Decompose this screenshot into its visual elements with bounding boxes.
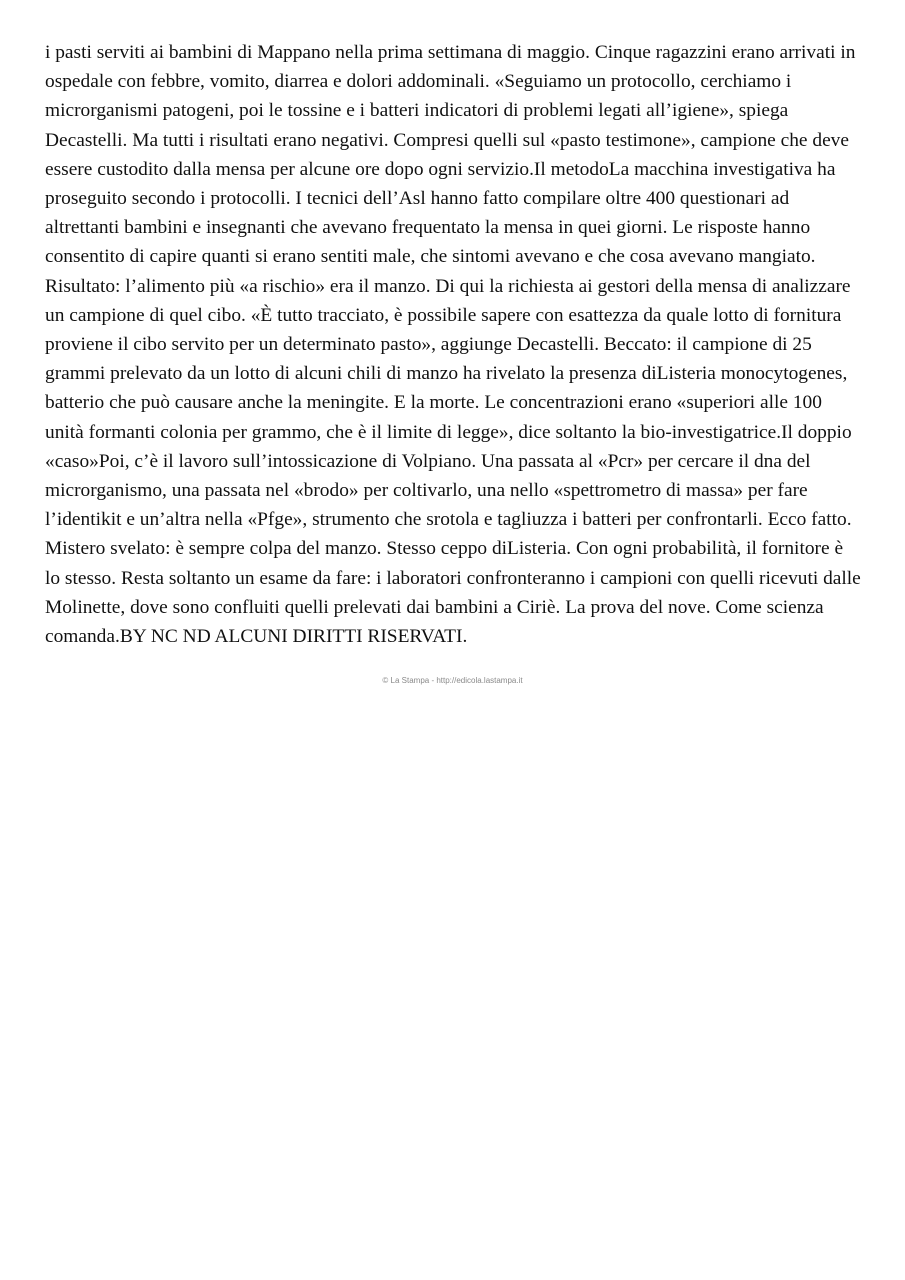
footer-credit: © La Stampa - http://edicola.lastampa.it [382,676,523,685]
article-body-text: i pasti serviti ai bambini di Mappano nella prima settimana di maggio. Cinque ragazzini erano arrivati in ospedale con febbre, vomito, diarrea e dolori addominali. «Seguiamo un protocollo, cerchiamo i microrganismi patogeni, poi le tossine e i batteri indicatori di problemi legati all’igiene», spiega Decastelli. Ma tutti i risultati erano negativi. Compresi quelli sul «pasto testimone», campione che deve essere custodito dalla mensa per alcune ore dopo ogni servizio.Il metodoLa macchina investigativa ha proseguito secondo i protocolli. I tecnici dell’Asl hanno fatto compilare oltre 400 questionari ad altrettanti bambini e insegnanti che avevano frequentato la mensa in quei giorni. Le risposte hanno consentito di capire quanti si erano sentiti male, che sintomi avevano e che cosa avevano mangiato. Risultato: l’alimento più «a rischio» era il manzo. Di qui la richiesta ai gestori della mensa di analizzare un campione di quel cibo. «È tutto tracciato, è possibile sapere con esattezza da quale lotto di fornitura proviene il cibo servito per un determinato pasto», aggiunge Decastelli. Beccato: il campione di 25 grammi prelevato da un lotto di alcuni chili di manzo ha rivelato la presenza diListeria monocytogenes, batterio che può causare anche la meningite. E la morte. Le concentrazioni erano «superiori alle 100 unità formanti colonia per grammo, che è il limite di legge», dice soltanto la bio-investigatrice.Il doppio «caso»Poi, c’è il lavoro sull’intossicazione di Volpiano. Una passata al «Pcr» per cercare il dna del microrganismo, una passata nel «brodo» per coltivarlo, una nello «spettrometro di massa» per fare l’identikit e un’altra nella «Pfge», strumento che srotola e tagliuzza i batteri per confrontarli. Ecco fatto. Mistero svelato: è sempre colpa del manzo. Stesso ceppo diListeria. Con ogni probabilità, il fornitore è lo stesso. Resta soltanto un esame da fare: i laboratori confronteranno i campioni con quelli ricevuti dalle Molinette, dove sono confluiti quelli prelevati dai bambini a Ciriè. La prova del nove. Come scienza comanda.BY NC ND ALCUNI DIRITTI RISERVATI. [45,42,861,648]
